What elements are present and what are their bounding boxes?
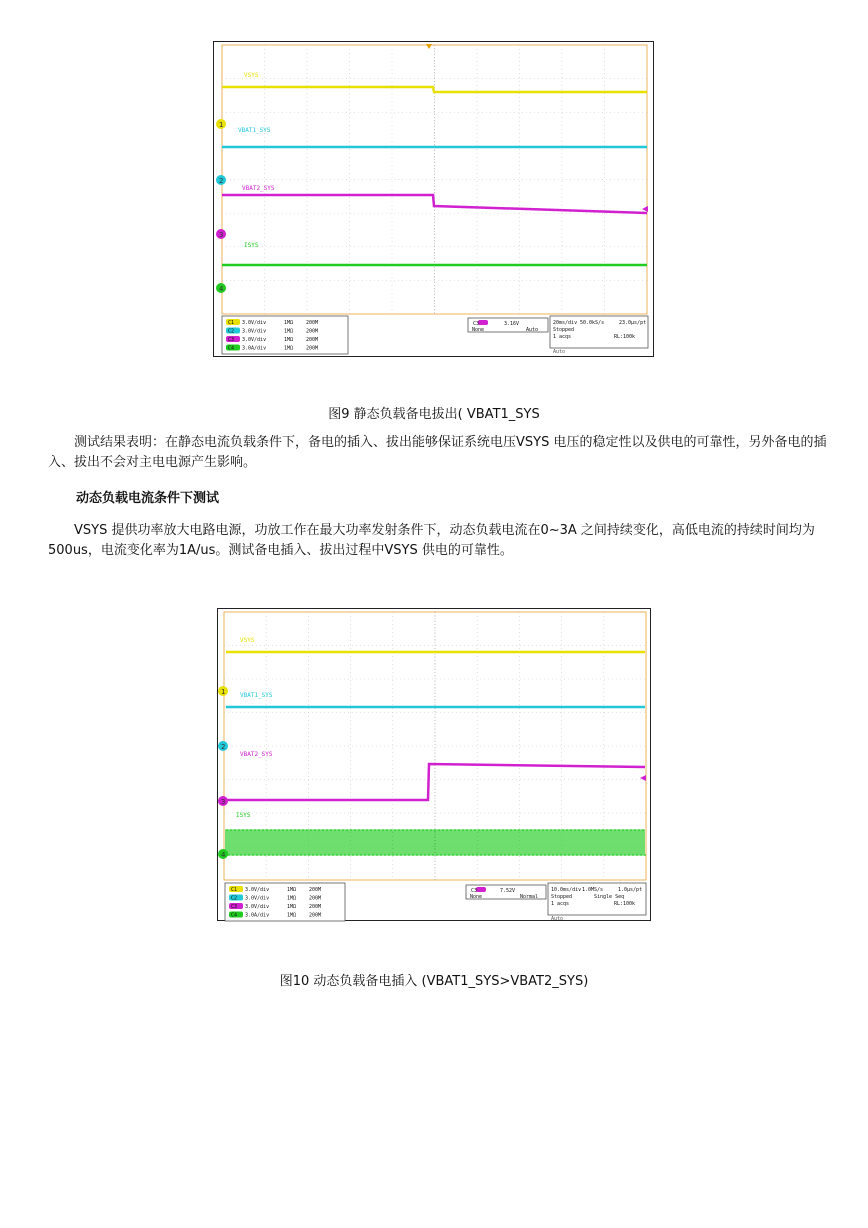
timebase-state: Stopped [553, 327, 575, 333]
trigger-level: 7.52V [500, 888, 516, 894]
section-heading-dynamic-load: 动态负载电流条件下测试 [76, 491, 220, 506]
timebase-state: Stopped [551, 894, 573, 900]
timebase-mode: Single Seq [594, 894, 625, 900]
channel-scale: 3.0V/div [245, 895, 270, 902]
channel-marker-4-text: 4 [221, 851, 226, 859]
channel-id: C1 [231, 887, 238, 893]
channel-id: C3 [231, 904, 238, 910]
channel-scale: 3.0V/div [242, 328, 267, 335]
timebase-rl: RL:100k [614, 901, 636, 907]
trace-label-vbat2: VBAT2_SYS [240, 751, 273, 758]
channel-bandwidth: 200M [309, 904, 322, 910]
scope-screenshot-fig9 [213, 41, 654, 357]
trigger-source: None [470, 894, 483, 900]
scope-fig10-svg [218, 609, 652, 922]
channel-impedance: 1MΩ [287, 904, 297, 910]
timebase-acqs: 1 acqs [551, 901, 570, 907]
scope-screenshot-fig10 [217, 608, 651, 921]
timebase-pos: 1.0µs/pt [618, 887, 643, 893]
trigger-channel: C3 [473, 321, 480, 327]
channel-marker-2-text: 2 [219, 177, 224, 185]
trigger-mode: Normal [520, 894, 539, 900]
trace-label-vbat1: VBAT1_SYS [238, 127, 271, 134]
channel-scale: 3.0A/div [245, 912, 270, 919]
channel-impedance: 1MΩ [287, 887, 297, 893]
channel-impedance: 1MΩ [284, 345, 294, 352]
channel-marker-4-text: 4 [219, 285, 224, 293]
channel-bandwidth: 200M [309, 887, 322, 893]
paragraph-dynamic-test: VSYS 提供功率放大电路电源，功放工作在最大功率发射条件下，动态负载电流在0~3A 之间持续变化，高低电流的持续时间均为500us，电流变化率为1A/us。测试备电插入、拔出过程中VSYS 供电的可靠性。 [48, 523, 815, 558]
figure-caption-9: 图9 静态负载备电拔出( VBAT1_SYS [328, 407, 540, 422]
channel-impedance: 1MΩ [287, 895, 297, 902]
channel-bandwidth: 200M [306, 337, 319, 343]
channel-scale: 3.0V/div [242, 320, 267, 326]
channel-marker-1-text: 1 [221, 688, 226, 696]
trigger-source: None [472, 327, 485, 333]
channel-id: C2 [228, 328, 235, 335]
channel-id: C1 [228, 320, 235, 326]
timebase-acqs: 1 acqs [553, 334, 572, 340]
channel-bandwidth: 200M [306, 345, 319, 352]
trigger-channel-badge [476, 887, 486, 892]
channel-impedance: 1MΩ [287, 912, 297, 919]
trace-label-isys: ISYS [244, 242, 259, 249]
channel-marker-3-text: 3 [221, 798, 226, 806]
trigger-level: 3.16V [504, 321, 520, 327]
timebase-rl: RL:100k [614, 334, 636, 340]
channel-bandwidth: 200M [306, 320, 319, 326]
trigger-channel: C3 [471, 888, 478, 894]
timebase-scale: 10.0ms/div [551, 887, 582, 893]
channel-id: C4 [231, 912, 238, 919]
channel-bandwidth: 200M [309, 895, 322, 902]
channel-scale: 3.0V/div [245, 887, 270, 893]
trace-label-vbat1: VBAT1_SYS [240, 692, 273, 699]
scope-footer: Auto [551, 916, 564, 922]
channel-bandwidth: 200M [306, 328, 319, 335]
channel-id: C4 [228, 345, 235, 352]
timebase-rate: 1.0MS/s [582, 887, 604, 893]
channel-id: C3 [228, 337, 235, 343]
channel-scale: 3.0A/div [242, 345, 267, 352]
trace-label-vsys: VSYS [244, 72, 259, 79]
timebase-pos: 23.0µs/pt [619, 320, 647, 326]
scope-footer: Auto [553, 349, 566, 355]
trigger-channel-badge [478, 320, 488, 325]
channel-impedance: 1MΩ [284, 328, 294, 335]
channel-scale: 3.0V/div [245, 904, 270, 910]
scope-fig9-svg [214, 42, 655, 358]
channel-bandwidth: 200M [309, 912, 322, 919]
channel-marker-2-text: 2 [221, 743, 226, 751]
channel-marker-1-text: 1 [219, 121, 224, 129]
timebase-scale: 20ms/div [553, 320, 578, 326]
trace-label-vbat2: VBAT2_SYS [242, 185, 275, 192]
trace-label-vsys: VSYS [240, 637, 255, 644]
channel-scale: 3.0V/div [242, 337, 267, 343]
channel-impedance: 1MΩ [284, 320, 294, 326]
channel-marker-3-text: 3 [219, 231, 224, 239]
channel-id: C2 [231, 895, 238, 902]
figure-caption-10: 图10 动态负载备电插入 (VBAT1_SYS>VBAT2_SYS) [279, 974, 589, 989]
paragraph-results: 测试结果表明：在静态电流负载条件下，备电的插入、拔出能够保证系统电压VSYS 电压的稳定性以及供电的可靠性，另外备电的插入、拔出不会对主电电源产生影响。 [48, 435, 827, 470]
timebase-rate: 50.0kS/s [580, 320, 605, 326]
trace-label-isys: ISYS [236, 812, 251, 819]
channel-impedance: 1MΩ [284, 337, 294, 343]
trigger-mode: Auto [526, 327, 539, 333]
